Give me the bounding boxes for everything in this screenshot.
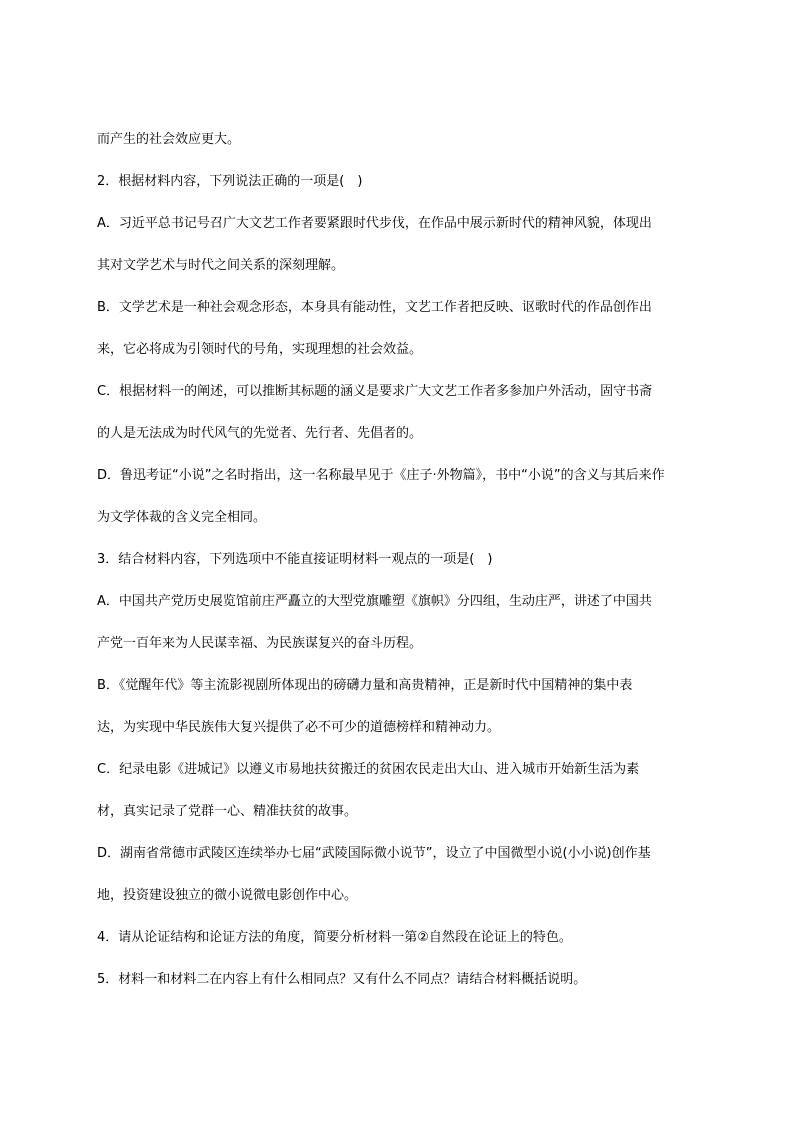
question-2-option-b-line-2: 来，它必将成为引领时代的号角，实现理想的社会效益。 [97, 342, 423, 357]
question-2-option-a-line-2: 其对文学艺术与时代之间关系的深刻理解。 [97, 258, 345, 273]
question-2-option-d-line-2: 为文学体裁的含义完全相同。 [97, 510, 267, 525]
question-3-option-d-line-1: D．湖南省常德市武陵区连续举办七届“武陵国际微小说节”，设立了中国微型小说(小小说)创作基 [97, 846, 651, 861]
question-3-option-c-line-1: C．纪录电影《进城记》以遵义市易地扶贫搬迁的贫困农民走出大山、进入城市开始新生活为素 [97, 762, 640, 777]
question-3-option-a-line-2: 产党一百年来为人民谋幸福、为民族谋复兴的奋斗历程。 [97, 636, 423, 651]
question-2-option-b-line-1: B．文学艺术是一种社会观念形态，本身具有能动性，文艺工作者把反映、讴歌时代的作品创作出 [97, 300, 652, 315]
question-3-option-a-line-1: A．中国共产党历史展览馆前庄严矗立的大型党旗雕塑《旗帜》分四组，生动庄严，讲述了中国共 [97, 594, 652, 609]
question-2-option-c-line-2: 的人是无法成为时代风气的先觉者、先行者、先倡者的。 [97, 426, 423, 441]
question-2-option-a-line-1: A．习近平总书记号召广大文艺工作者要紧跟时代步伐，在作品中展示新时代的精神风貌，体现出 [97, 216, 652, 231]
question-3-option-b-line-2: 达，为实现中华民族伟大复兴提供了必不可少的道德榜样和精神动力。 [97, 720, 501, 735]
text-line-continuation: 而产生的社会效应更大。 [97, 132, 241, 147]
question-3-option-c-line-2: 材，真实记录了党群一心、精准扶贫的故事。 [97, 804, 358, 819]
question-5-stem: 5．材料一和材料二在内容上有什么相同点？又有什么不同点？请结合材料概括说明。 [97, 972, 587, 987]
question-3-stem: 3．结合材料内容，下列选项中不能直接证明材料一观点的一项是( ) [97, 552, 493, 567]
question-2-option-c-line-1: C．根据材料一的阐述，可以推断其标题的涵义是要求广大文艺工作者多参加户外活动，固守书斋 [97, 384, 653, 399]
question-2-option-d-line-1: D．鲁迅考证“小说”之名时指出，这一名称最早见于《庄子·外物篇》，书中“小说”的含义与其后来作 [97, 468, 665, 483]
question-4-stem: 4．请从论证结构和论证方法的角度，简要分析材料一第②自然段在论证上的特色。 [97, 930, 572, 945]
question-2-stem: 2．根据材料内容，下列说法正确的一项是( ) [97, 174, 363, 189]
question-3-option-d-line-2: 地，投资建设独立的微小说微电影创作中心。 [97, 888, 358, 903]
question-3-option-b-line-1: B．《觉醒年代》等主流影视剧所体现出的磅礴力量和高贵精神，正是新时代中国精神的集中表 [97, 678, 633, 693]
